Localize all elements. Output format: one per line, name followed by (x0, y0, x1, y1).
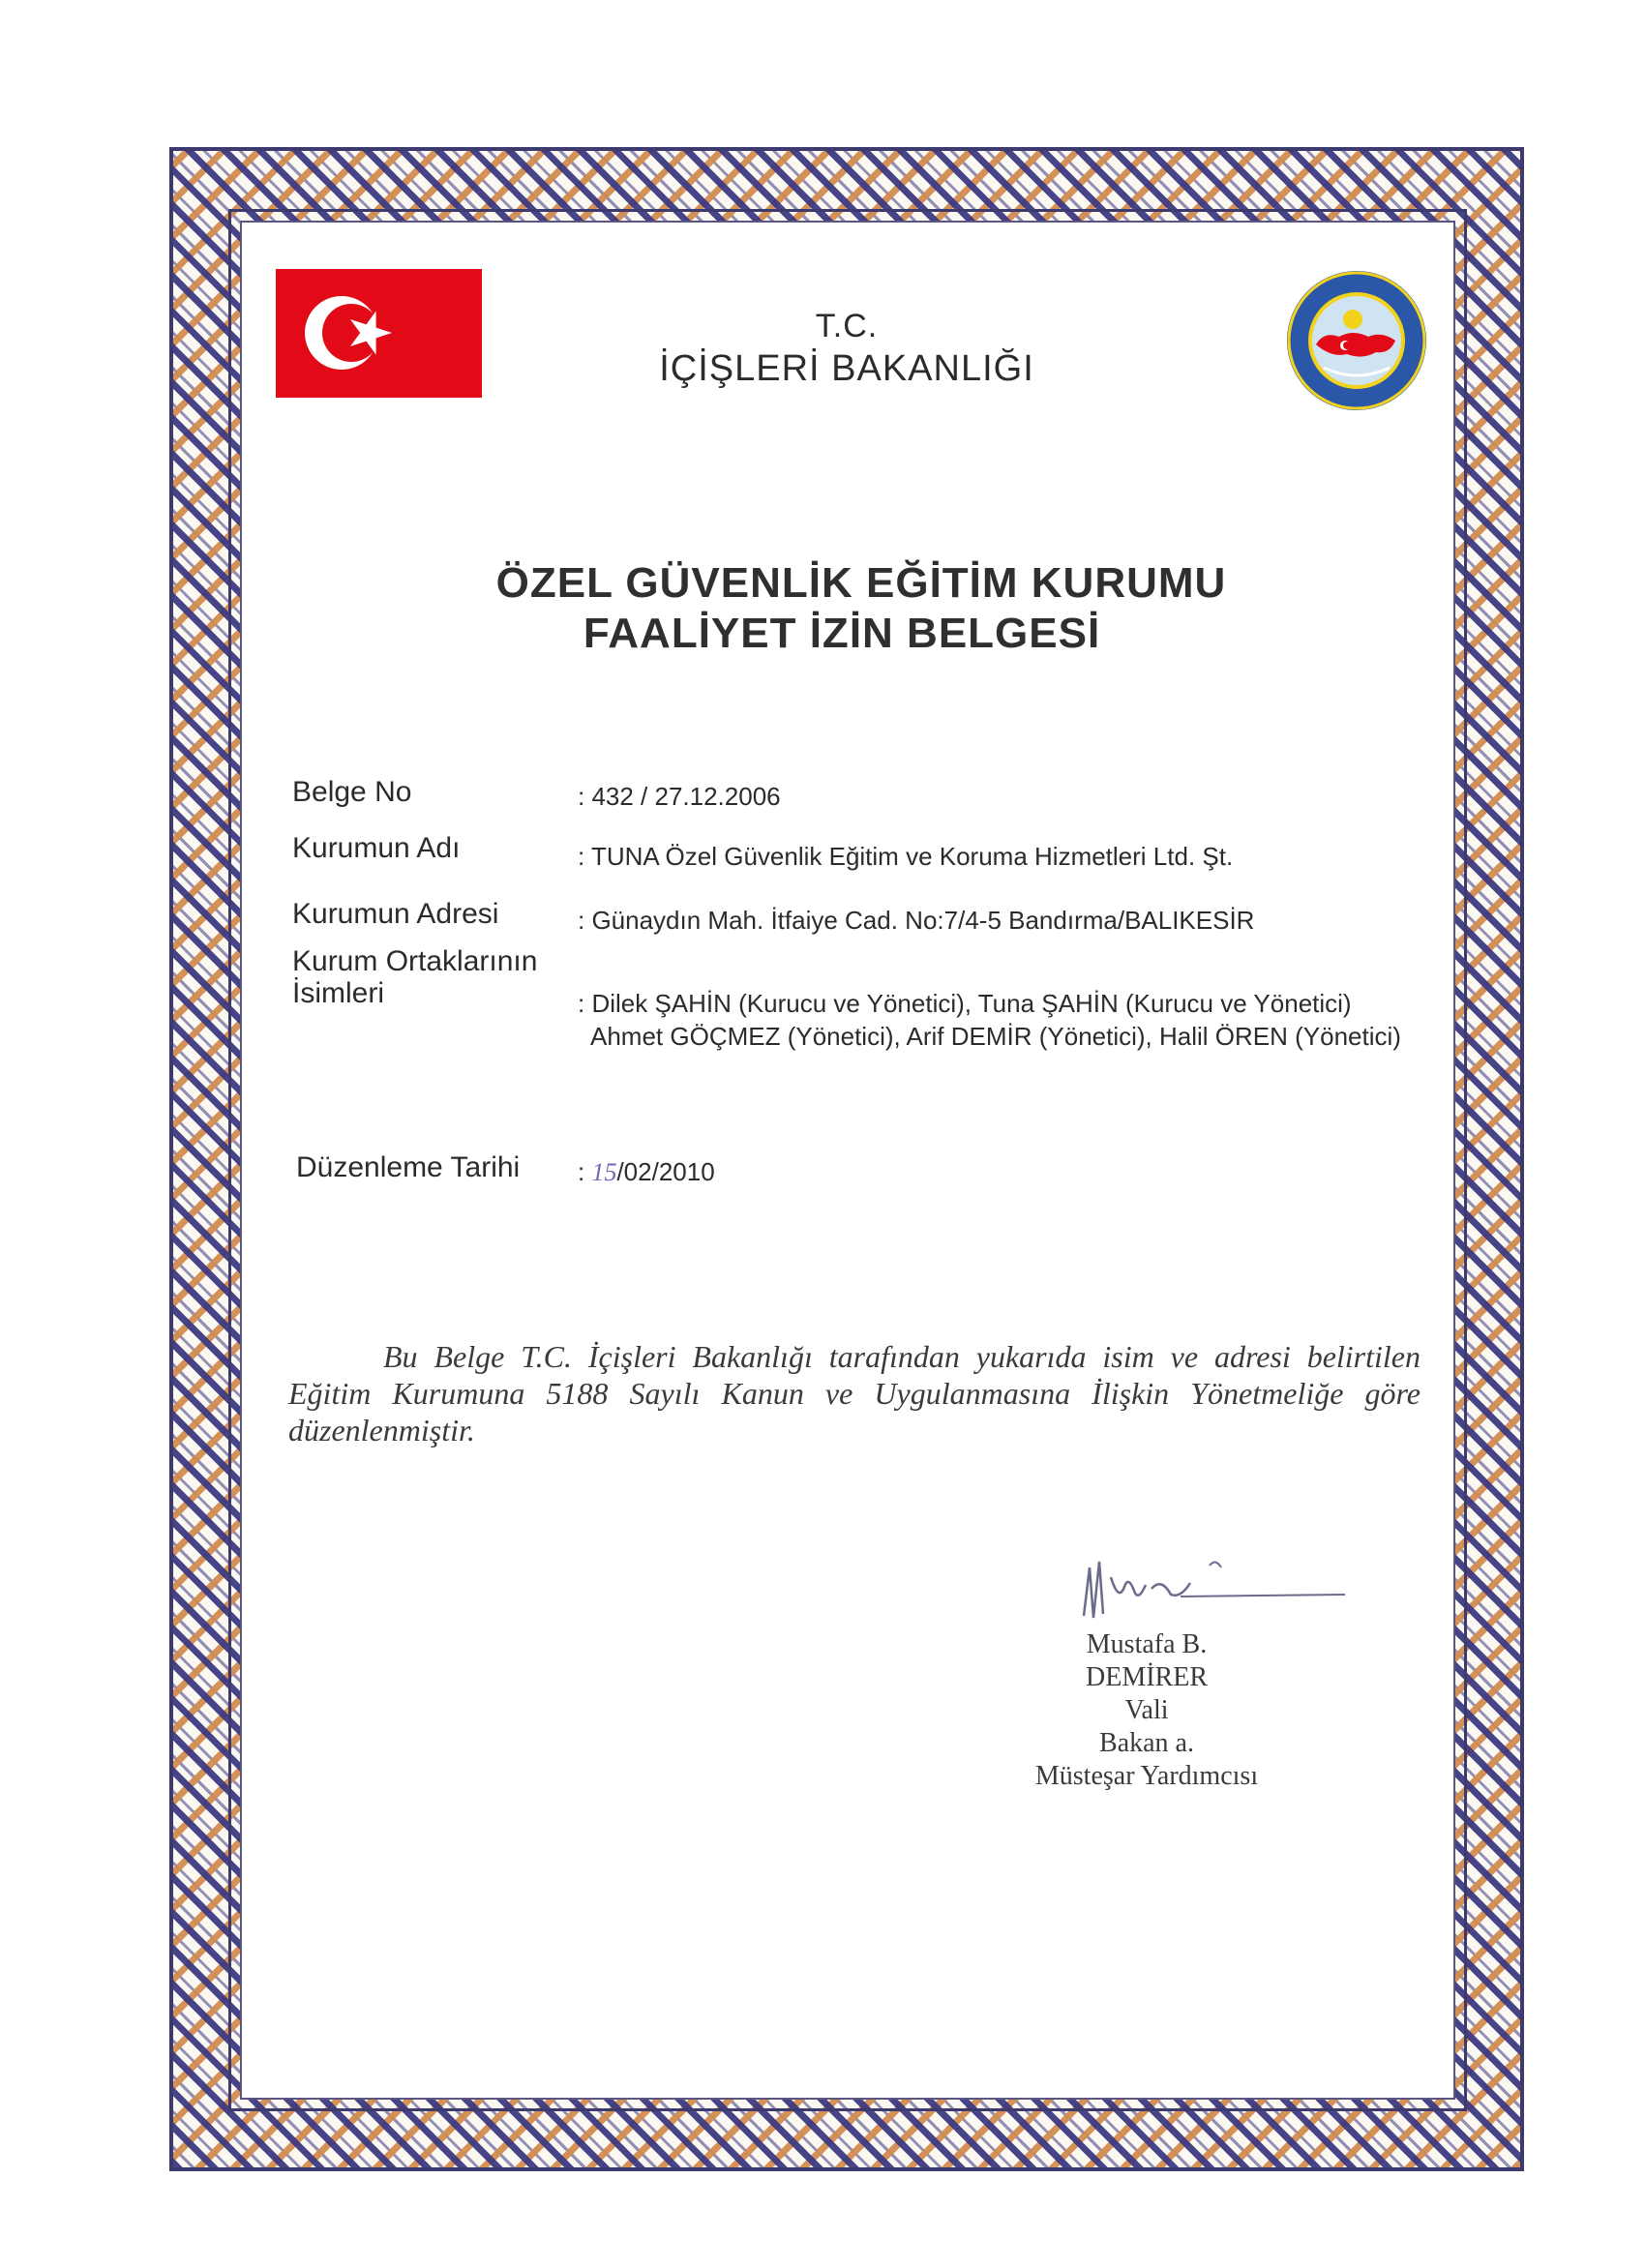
field-value-kurumun-adi: : TUNA Özel Güvenlik Eğitim ve Koruma Hizmetleri Ltd. Şt. (578, 842, 1234, 871)
certificate-statement: Bu Belge T.C. İçişleri Bakanlığı tarafından yukarıda isim ve adresi belirtilen Eğitim Kurumuna 5188 Sayılı Kanun ve Uygulanmasına İlişkin Yönetmeliğe göre düzenlenmiştir. (288, 1339, 1421, 1447)
signatory-title-mustesar: Müsteşar Yardımcısı (1034, 1761, 1259, 1791)
field-value-ortaklar-line1: : Dilek ŞAHİN (Kurucu ve Yönetici), Tuna ŞAHİN (Kurucu ve Yönetici) (578, 989, 1352, 1018)
signatory-name: Mustafa B. DEMİRER (1086, 1629, 1208, 1692)
signatory-title-vali: Vali (1124, 1695, 1169, 1725)
signatory-title-bakan: Bakan a. (1099, 1728, 1194, 1758)
field-value-kurumun-adresi: : Günaydın Mah. İtfaiye Cad. No:7/4-5 Bandırma/BALIKESİR (578, 906, 1255, 935)
field-value-duzenleme-tarihi (578, 1157, 715, 1187)
field-label-duzenleme-tarihi: Düzenleme Tarihi (296, 1151, 521, 1183)
field-label-kurumun-adi: Kurumun Adı (292, 832, 461, 864)
field-label-ortaklar-line2: İsimleri (292, 977, 384, 1009)
date-suffix: /02/2010 (616, 1157, 715, 1186)
field-label-ortaklar-line1: Kurum Ortaklarının (292, 945, 538, 977)
header-tc: T.C. (815, 308, 879, 344)
date-handwritten-day: 15 (591, 1158, 617, 1186)
certificate-title-line2: FAALİYET İZİN BELGESİ (583, 610, 1101, 657)
field-label-belge-no: Belge No (292, 776, 412, 808)
handwritten-signature (1064, 1548, 1355, 1635)
date-prefix: : (578, 1157, 592, 1186)
field-label-kurumun-adresi: Kurumun Adresi (292, 898, 499, 930)
field-value-ortaklar-line2: Ahmet GÖÇMEZ (Yönetici), Arif DEMİR (Yönetici), Halil ÖREN (Yönetici) (590, 1022, 1401, 1051)
signatory-block (1026, 1628, 1268, 1793)
field-value-belge-no: : 432 / 27.12.2006 (578, 782, 781, 811)
certificate-title-line1: ÖZEL GÜVENLİK EĞİTİM KURUMU (495, 559, 1227, 607)
header-ministry: İÇİŞLERİ BAKANLIĞI (659, 348, 1034, 389)
